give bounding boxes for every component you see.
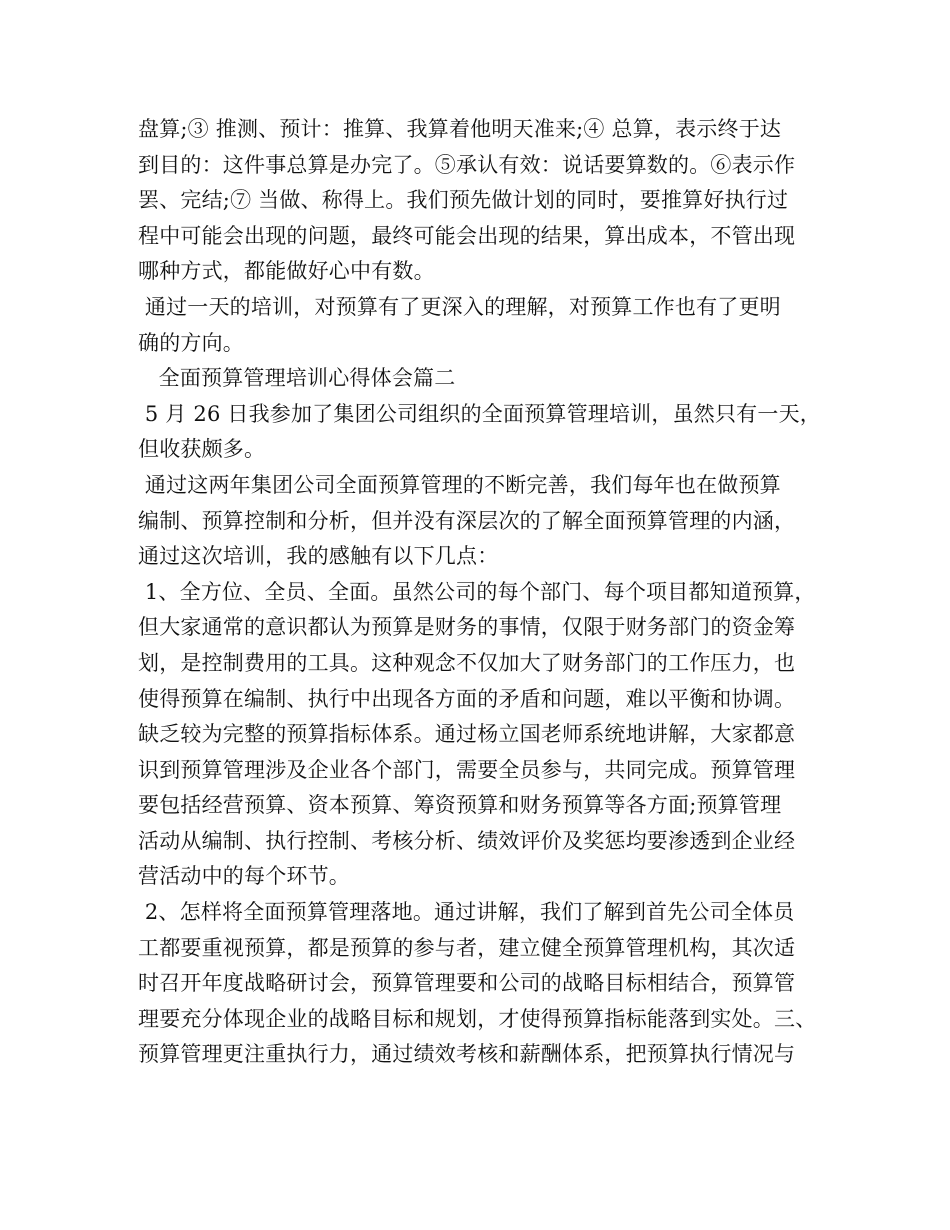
section-heading: 全面预算管理培训心得体会篇二 xyxy=(138,366,456,391)
text-line: 5 月 26 日我参加了集团公司组织的全面预算管理培训，虽然只有一天， xyxy=(138,401,821,426)
text-line: 程中可能会出现的问题，最终可能会出现的结果，算出成本，不管出现 xyxy=(138,223,796,248)
text-line: 识到预算管理涉及企业各个部门，需要全员参与，共同完成。预算管理 xyxy=(138,757,796,782)
text-line: 划，是控制费用的工具。这种观念不仅加大了财务部门的工作压力，也 xyxy=(138,650,796,675)
text-line: 预算管理更注重执行力，通过绩效考核和薪酬体系，把预算执行情况与 xyxy=(138,1042,796,1067)
text-line: 工都要重视预算，都是预算的参与者，建立健全预算管理机构，其次适 xyxy=(138,935,796,960)
text-line: 活动从编制、执行控制、考核分析、绩效评价及奖惩均要渗透到企业经 xyxy=(138,828,796,853)
text-line: 罢、完结;⑦ 当做、称得上。我们预先做计划的同时，要推算好执行过 xyxy=(138,188,789,213)
text-line: 2、怎样将全面预算管理落地。通过讲解，我们了解到首先公司全体员 xyxy=(138,900,795,925)
text-line: 时召开年度战略研讨会，预算管理要和公司的战略目标相结合，预算管 xyxy=(138,971,796,996)
text-line: 但收获颇多。 xyxy=(138,437,266,462)
text-line: 1、全方位、全员、全面。虽然公司的每个部门、每个项目都知道预算， xyxy=(138,579,816,604)
text-line: 营活动中的每个环节。 xyxy=(138,864,350,889)
text-line: 但大家通常的意识都认为预算是财务的事情，仅限于财务部门的资金筹 xyxy=(138,615,796,640)
text-line: 理要充分体现企业的战略目标和规划，才使得预算指标能落到实处。三、 xyxy=(138,1006,817,1031)
text-line: 要包括经营预算、资本预算、筹资预算和财务预算等各方面;预算管理 xyxy=(138,793,782,818)
text-line: 确的方向。 xyxy=(138,330,244,355)
text-line: 通过一天的培训，对预算有了更深入的理解，对预算工作也有了更明 xyxy=(138,294,781,319)
text-line: 缺乏较为完整的预算指标体系。通过杨立国老师系统地讲解，大家都意 xyxy=(138,722,796,747)
text-line: 通过这次培训，我的感触有以下几点： xyxy=(138,544,499,569)
text-line: 通过这两年集团公司全面预算管理的不断完善，我们每年也在做预算 xyxy=(138,472,781,497)
text-line: 盘算;③ 推测、预计：推算、我算着他明天准来;④ 总算，表示终于达 xyxy=(138,117,782,141)
body-text xyxy=(138,112,838,1073)
text-line: 到目的：这件事总算是办完了。⑤承认有效：说话要算数的。⑥表示作 xyxy=(138,152,796,177)
text-line: 哪种方式，都能做好心中有数。 xyxy=(138,259,435,284)
text-line: 使得预算在编制、执行中出现各方面的矛盾和问题，难以平衡和协调。 xyxy=(138,686,796,711)
text-line: 编制、预算控制和分析，但并没有深层次的了解全面预算管理的内涵， xyxy=(138,508,796,533)
